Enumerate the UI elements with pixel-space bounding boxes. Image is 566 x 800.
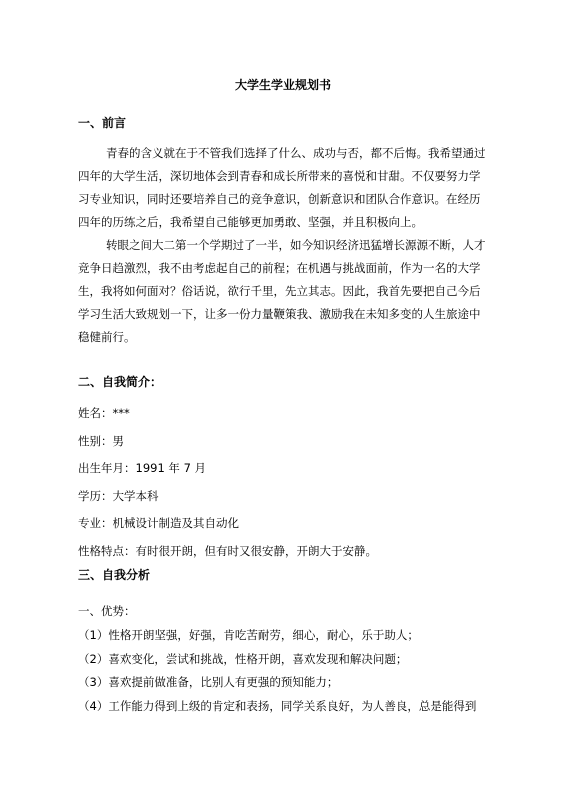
list-item: （1）性格开朗坚强，好强，肯吃苦耐劳，细心，耐心，乐于助人；: [78, 627, 419, 642]
paragraph-line: 四年的大学生活，深切地体会到青春和成长所带来的喜悦和甘甜。不仅要努力学: [78, 169, 481, 183]
paragraph-line: 竞争日趋激烈，我不由考虑起自己的前程；在机遇与挑战面前，作为一名的大学: [78, 261, 481, 275]
preface-paragraph-2: [78, 234, 488, 349]
profile-major: 专业：机械设计制造及其自动化: [78, 516, 239, 530]
list-item: （3）喜欢提前做准备，比别人有更强的预知能力；: [78, 675, 339, 690]
profile-gender: 性别：男: [78, 433, 124, 448]
paragraph-line: 稳健前行。: [78, 330, 136, 344]
paragraph-line: 习专业知识，同时还要培养自己的竞争意识，创新意识和团队合作意识。在经历: [78, 192, 481, 206]
preface-paragraph-1: [78, 142, 488, 234]
paragraph-line: 转眼之间大二第一个学期过了一半，如今知识经济迅猛增长源源不断，人才: [106, 238, 486, 252]
strengths-list: [78, 600, 476, 719]
profile-birth: 出生年月：1991 年 7 月: [78, 461, 207, 475]
strengths-heading: 一、优势：: [78, 604, 136, 618]
profile-list: [78, 400, 377, 565]
profile-name: 姓名：***: [78, 406, 130, 420]
document-title: 大学生学业规划书: [234, 78, 331, 92]
section-heading-profile: 二、自我简介：: [78, 375, 163, 389]
paragraph-line: 生，我将如何面对？俗话说，欲行千里，先立其志。因此，我首先要把自己今后: [78, 284, 481, 298]
section-heading-preface: 一、前言: [78, 116, 127, 130]
profile-education: 学历：大学本科: [78, 488, 159, 503]
list-item: （2）喜欢变化，尝试和挑战，性格开朗，喜欢发现和解决问题；: [78, 651, 408, 666]
profile-personality: 性格特点：有时很开朗，但有时又很安静，开朗大于安静。: [78, 543, 377, 558]
list-item: （4）工作能力得到上级的肯定和表扬，同学关系良好，为人善良，总是能得到: [78, 699, 477, 714]
paragraph-line: 四年的历练之后，我希望自己能够更加勇敢、坚强，并且积极向上。: [78, 215, 423, 229]
section-heading-analysis: 三、自我分析: [78, 568, 151, 582]
paragraph-line: 学习生活大致规划一下，让多一份力量鞭策我、激励我在未知多变的人生旅途中: [78, 307, 481, 321]
paragraph-line: 青春的含义就在于不管我们选择了什么、成功与否，都不后悔。我希望通过: [106, 146, 486, 160]
